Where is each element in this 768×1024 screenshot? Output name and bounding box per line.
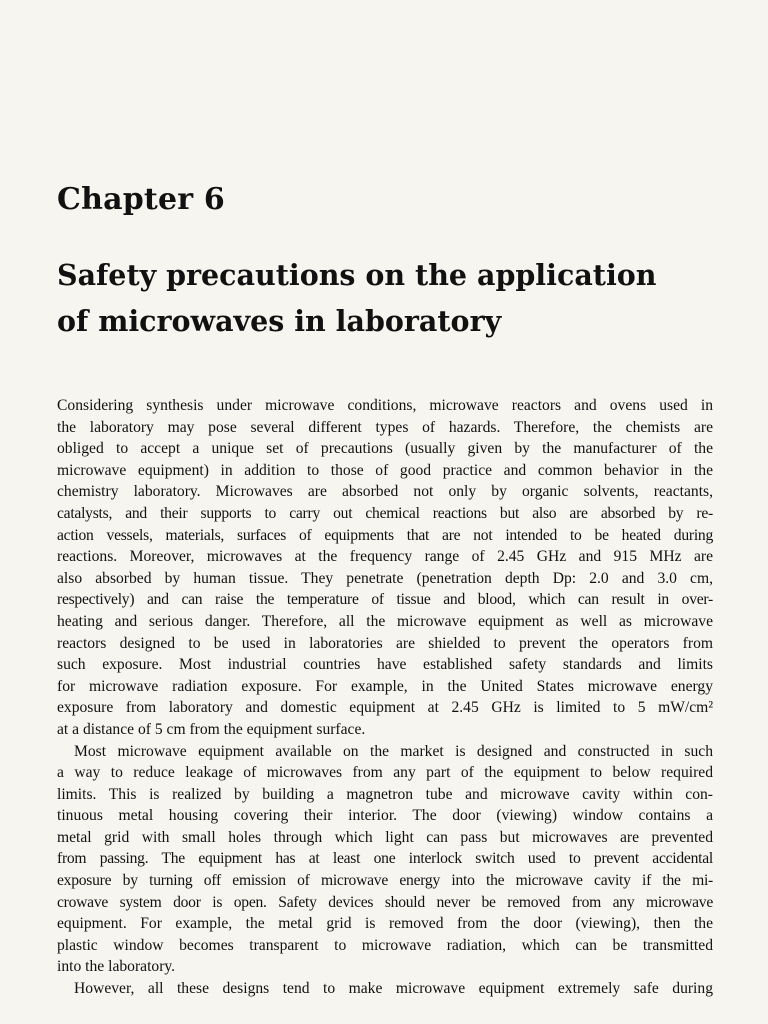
text-line: exposure by turning off emission of microwave energy into the microwave cavity if the mi-	[57, 872, 713, 890]
text-line: such exposure. Most industrial countries have established safety standards and limits	[57, 656, 713, 674]
text-line: microwave equipment) in addition to those of good practice and common behavior in the	[57, 461, 713, 479]
text-line: from passing. The equipment has at least one interlock switch used to prevent accidental	[57, 850, 713, 868]
text-line: crowave system door is open. Safety devices should never be removed from any microwave	[57, 893, 713, 911]
chapter-title	[57, 252, 727, 344]
text-line: exposure from laboratory and domestic equipment at 2.45 GHz is limited to 5 mW/cm²	[57, 699, 713, 717]
text-line: catalysts, and their supports to carry out chemical reactions but also are absorbed by re-	[57, 504, 713, 522]
chapter-title-line: of microwaves in laboratory	[57, 304, 502, 338]
text-line: plastic window becomes transparent to microwave radiation, which can be transmitted	[57, 936, 713, 954]
text-line: reactors designed to be used in laboratories are shielded to prevent the operators from	[57, 634, 713, 652]
text-line: equipment. For example, the metal grid is removed from the door (viewing), then the	[57, 915, 713, 933]
chapter-label: Chapter 6	[57, 182, 225, 217]
text-line: However, all these designs tend to make microwave equipment extremely safe during	[74, 980, 713, 998]
text-line: for microwave radiation exposure. For example, in the United States microwave energy	[57, 677, 713, 695]
text-line: chemistry laboratory. Microwaves are absorbed not only by organic solvents, reactants,	[57, 483, 713, 501]
text-line: Considering synthesis under microwave conditions, microwave reactors and ovens used in	[57, 397, 713, 414]
text-line: a way to reduce leakage of microwaves from any part of the equipment to below required	[57, 764, 713, 782]
text-line: into the laboratory.	[57, 958, 176, 976]
text-line: heating and serious danger. Therefore, all the microwave equipment as well as microwave	[57, 612, 713, 630]
text-line: limits. This is realized by building a magnetron tube and microwave cavity within con-	[57, 785, 713, 803]
text-line: the laboratory may pose several different types of hazards. Therefore, the chemists are	[57, 418, 713, 436]
text-line: at a distance of 5 cm from the equipment surface.	[57, 720, 366, 738]
text-line: metal grid with small holes through which light can pass but microwaves are prevented	[57, 828, 713, 846]
text-line: action vessels, materials, surfaces of equipments that are not intended to be heated during	[57, 526, 713, 544]
text-line: obliged to accept a unique set of precautions (usually given by the manufacturer of the	[57, 440, 713, 458]
text-line: respectively) and can raise the temperature of tissue and blood, which can result in over-	[57, 591, 713, 609]
text-line: tinuous metal housing covering their interior. The door (viewing) window contains a	[57, 807, 713, 825]
body-text	[57, 395, 713, 1000]
text-line: also absorbed by human tissue. They penetrate (penetration depth Dp: 2.0 and 3.0 cm,	[57, 569, 713, 587]
text-line: Most microwave equipment available on the market is designed and constructed in such	[74, 742, 713, 760]
text-line: reactions. Moreover, microwaves at the frequency range of 2.45 GHz and 915 MHz are	[57, 548, 713, 566]
chapter-title-line: Safety precautions on the application	[57, 258, 657, 292]
